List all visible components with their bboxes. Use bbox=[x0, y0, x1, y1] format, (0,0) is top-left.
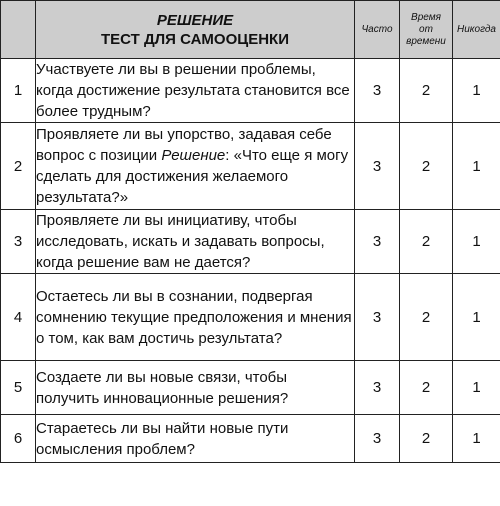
score-often: 3 bbox=[355, 274, 400, 361]
row-number: 2 bbox=[1, 123, 36, 210]
question-text: Проявляете ли вы инициативу, чтобы исследовать, искать и задавать вопросы, когда решение вам не дается? bbox=[36, 210, 355, 274]
header-title-cell bbox=[36, 1, 355, 59]
question-text: Создаете ли вы новые связи, чтобы получить инновационные решения? bbox=[36, 361, 355, 415]
column-header-often: Часто bbox=[355, 1, 400, 59]
score-sometimes: 2 bbox=[400, 210, 453, 274]
row-number: 1 bbox=[1, 59, 36, 123]
score-sometimes: 2 bbox=[400, 361, 453, 415]
question-text-part: : «Что еще я могу сделать для достижения желаемого результата?» bbox=[36, 147, 349, 206]
question-text-part: Проявляете ли вы упорство, задавая себе вопрос с позиции bbox=[36, 126, 332, 164]
table-row bbox=[1, 274, 500, 361]
score-never: 1 bbox=[453, 415, 500, 463]
score-sometimes: 2 bbox=[400, 274, 453, 361]
table-row bbox=[1, 123, 500, 210]
question-text bbox=[36, 123, 355, 210]
score-often: 3 bbox=[355, 415, 400, 463]
table-row bbox=[1, 210, 500, 274]
question-text: Участвуете ли вы в решении проблемы, когда достижение результата становится все более трудным? bbox=[36, 59, 355, 123]
score-often: 3 bbox=[355, 210, 400, 274]
score-sometimes: 2 bbox=[400, 59, 453, 123]
row-number: 3 bbox=[1, 210, 36, 274]
column-header-sometimes bbox=[400, 1, 453, 59]
table-title: РЕШЕНИЕ bbox=[156, 11, 234, 29]
score-never: 1 bbox=[453, 361, 500, 415]
column-header-sometimes-label: Время от времени bbox=[406, 11, 446, 47]
header-number-cell bbox=[1, 1, 36, 59]
table-row bbox=[1, 361, 500, 415]
table-row bbox=[1, 59, 500, 123]
question-text-emphasis: Решение bbox=[161, 147, 226, 164]
score-often: 3 bbox=[355, 361, 400, 415]
table-header-row bbox=[1, 1, 500, 59]
score-often: 3 bbox=[355, 59, 400, 123]
row-number: 4 bbox=[1, 274, 36, 361]
score-never: 1 bbox=[453, 59, 500, 123]
table-row bbox=[1, 415, 500, 463]
row-number: 6 bbox=[1, 415, 36, 463]
column-header-never: Никогда bbox=[453, 1, 500, 59]
score-never: 1 bbox=[453, 274, 500, 361]
score-sometimes: 2 bbox=[400, 415, 453, 463]
score-never: 1 bbox=[453, 123, 500, 210]
table-subtitle: ТЕСТ ДЛЯ САМООЦЕНКИ bbox=[101, 30, 289, 48]
question-text: Остаетесь ли вы в сознании, подвергая сомнению текущие предположения и мнения о том, как вам достичь результата? bbox=[36, 274, 355, 361]
question-text: Стараетесь ли вы найти новые пути осмысления проблем? bbox=[36, 415, 355, 463]
score-often: 3 bbox=[355, 123, 400, 210]
row-number: 5 bbox=[1, 361, 36, 415]
score-sometimes: 2 bbox=[400, 123, 453, 210]
score-never: 1 bbox=[453, 210, 500, 274]
